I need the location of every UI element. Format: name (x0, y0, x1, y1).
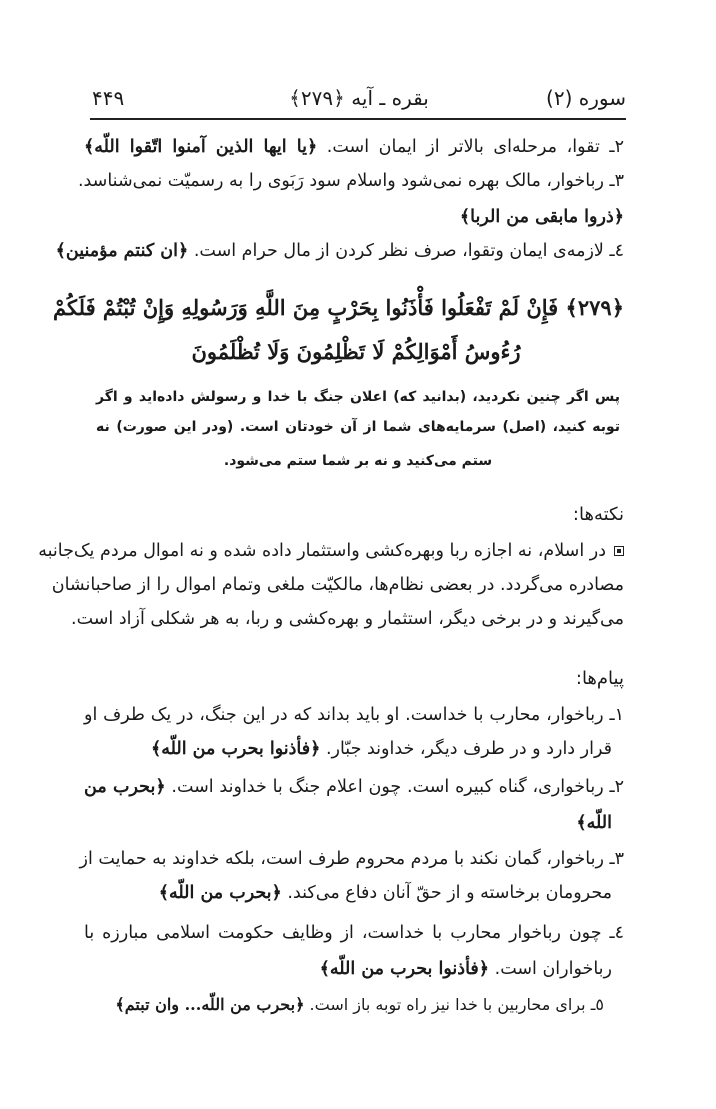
message-line (84, 770, 624, 804)
quran-quote: ﴿بحرب من اللّه... وان تبتم﴾ (115, 995, 305, 1014)
message-line (84, 806, 612, 840)
intro-line (55, 234, 624, 268)
translation-line: ستم می‌کنید و نه بر شما ستم می‌شود. (223, 453, 493, 469)
message-text: ۳ـ رباخوار، گمان نکند با مردم محروم طرف است، بلکه خداوند به حمایت از (79, 849, 624, 869)
sura-title: سوره (۲) (546, 86, 626, 110)
intro-text: ۲ـ تقوا، مرحله‌ای بالاتر از ایمان است. (326, 137, 624, 157)
quran-quote: ﴿ان کنتم مؤمنین﴾ (55, 241, 189, 261)
intro-text: ۳ـ رباخوار، مالک بهره نمی‌شود واسلام سود رَبَوی را به رسمیّت نمی‌شناسد. (77, 171, 624, 191)
translation-line: پس اگر چنین نکردید، (بدانید که) اعلان جنگ با خدا و رسولش داده‌اید و اگر (96, 389, 620, 405)
square-bullet-icon (614, 546, 624, 556)
message-line (84, 916, 624, 950)
message-text: ۱ـ رباخوار، محارب با خداست. او باید بداند که در این جنگ، در یک طرف او (84, 705, 624, 725)
ayah-line: رُءُوسُ أَمْوَالِكُمْ لَا تَظْلِمُونَ وَلَا تُظْلَمُونَ (191, 339, 521, 364)
ayah-line: ﴿۲۷۹﴾ فَإِنْ لَمْ تَفْعَلُوا فَأْذَنُوا بِحَرْبٍ مِنَ اللَّهِ وَرَسُولِهِ وَإِنْ تُبْتُمْ فَلَكُمْ (53, 295, 624, 320)
quran-quote: ﴿ذروا مابقی من الربا﴾ (459, 207, 624, 227)
message-line (84, 732, 612, 766)
message-text: ۲ـ رباخواری، گناه کبیره است. چون اعلام جنگ با خداوند است. (171, 777, 624, 797)
quran-quote: ﴿فأذنوا بحرب من اللّه﴾ (150, 739, 321, 759)
notes-heading: نکته‌ها: (572, 504, 624, 525)
message-text: ٥ـ برای محاربین با خدا نیز راه توبه باز است. (309, 995, 604, 1014)
notes-line: مصادره می‌گردد. در بعضی نظام‌ها، مالکیّت ملغی وتمام اموال را از صاحبانشان (51, 575, 624, 595)
message-text: قرار دارد و در طرف دیگر، خداوند جبّار. (325, 739, 612, 759)
notes-line: می‌گیرند و در برخی دیگر، استثمار و بهره‌کشی و ربا، به هر شکلی آزاد است. (71, 609, 624, 629)
header-rule (90, 118, 626, 120)
intro-line (84, 200, 624, 234)
message-line (84, 952, 612, 986)
quran-quote: ﴿بحرب من اللّه﴾ (158, 883, 282, 903)
message-line (84, 876, 612, 910)
intro-line (84, 130, 624, 164)
translation-line: توبه کنید، (اصل) سرمایه‌های شما از آن خودتان است. (ودر این صورت) نه (96, 419, 620, 435)
messages-heading: پیام‌ها: (575, 668, 624, 689)
message-line (84, 988, 604, 1022)
intro-text: ٤ـ لازمه‌ی ایمان وتقوا، صرف نظر کردن از مال حرام است. (193, 241, 624, 261)
message-text: محرومان برخاسته و از حقّ آنان دفاع می‌کند. (287, 883, 612, 903)
page-number: ۴۴۹ (92, 86, 125, 110)
quran-quote: ﴿یا ایها الذین آمنوا اتّقوا اللّه﴾ (84, 137, 318, 157)
quran-quote: اللّه﴾ (576, 813, 612, 833)
notes-text: در اسلام، نه اجازه ربا وبهره‌کشی واستثمار داده شده و نه اموال مردم یک‌جانبه (38, 541, 606, 561)
quran-quote: ﴿فأذنوا بحرب من اللّه﴾ (319, 959, 490, 979)
message-line (79, 842, 624, 876)
quran-quote: ﴿بحرب من (84, 777, 166, 797)
intro-line (77, 164, 624, 198)
verse-reference: بقره ـ آیه ﴿۲۷۹﴾ (289, 86, 429, 110)
message-text: رباخواران است. (494, 959, 612, 979)
message-text: ٤ـ چون رباخوار محارب با خداست، از وظایف حکومت اسلامی مبارزه با (84, 923, 624, 943)
page-header (92, 86, 626, 116)
notes-line (38, 534, 624, 568)
message-line (84, 698, 624, 732)
